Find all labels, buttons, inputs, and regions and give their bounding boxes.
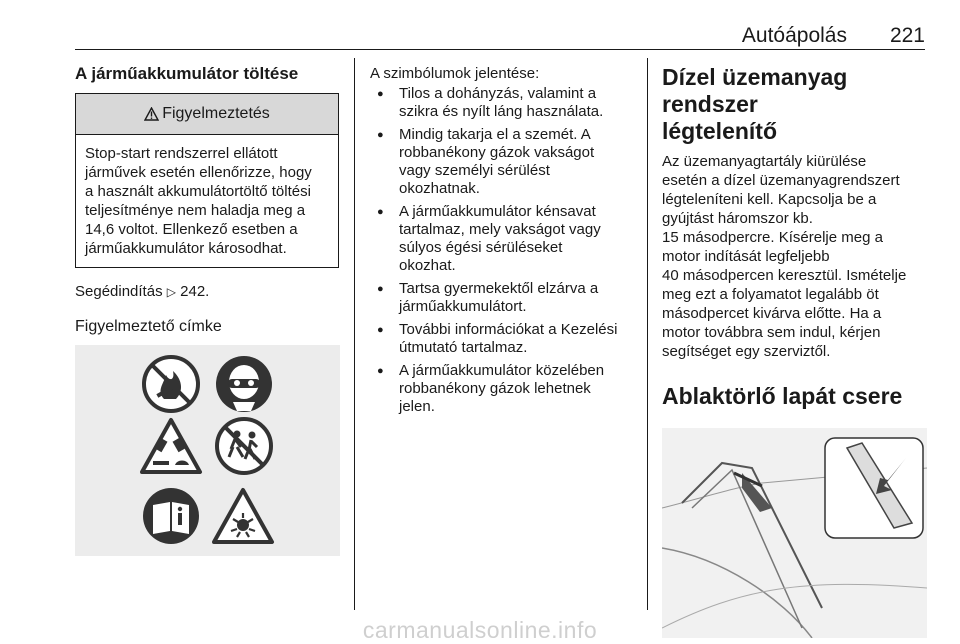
list-item: ● A járműakkumulátor közelében robbanékony gázok lehetnek jelen. — [370, 362, 642, 416]
list-item: ● A járműakkumulátor kénsavat tartalmaz, mely vakságot vagy súlyos égési sérüléseket okozhat. — [370, 203, 642, 275]
column-divider — [647, 58, 648, 610]
symbol-list — [370, 85, 642, 416]
page-number: 221 — [889, 24, 925, 47]
warning-line: 14,6 voltot. Ellenkező esetben a — [85, 221, 298, 238]
warning-line: járműakkumulátor károsodhat. — [85, 240, 287, 257]
section-title: Autóápolás — [741, 24, 847, 47]
corrosive-warning-icon — [139, 417, 203, 475]
warning-header — [76, 94, 338, 135]
watermark: carmanualsonline.info — [362, 617, 598, 643]
warning-line: a használt akkumulátortöltő töltési — [85, 183, 311, 200]
warning-box — [75, 93, 339, 268]
label-heading: Figyelmeztető címke — [75, 318, 222, 335]
explosive-warning-icon — [211, 487, 275, 545]
list-item: ● További információkat a Kezelési útmutató tartalmaz. — [370, 321, 642, 357]
warning-title: Figyelmeztetés — [162, 105, 270, 122]
read-manual-icon — [142, 487, 200, 545]
list-item: ● Mindig takarja el a szemét. A robbanékony gázok vakságot vagy személyi sérülést okozhatnak. — [370, 126, 642, 198]
list-item: ● Tilos a dohányzás, valamint a szikra és nyílt láng használata. — [370, 85, 642, 121]
warning-line: teljesítménye nem haladja meg a — [85, 202, 306, 219]
warning-text — [76, 135, 338, 267]
warning-label-image — [75, 345, 340, 556]
diesel-heading: Dízel üzemanyag rendszer légtelenítő — [662, 64, 848, 144]
no-fire-smoking-icon — [142, 355, 200, 413]
eye-protection-icon — [215, 355, 273, 413]
reference-page: 242. — [180, 283, 210, 300]
column-3 — [662, 64, 927, 638]
column-1 — [75, 64, 340, 556]
page-header — [75, 22, 925, 50]
symbols-intro: A szimbólumok jelentése: — [370, 65, 540, 82]
list-item: ● Tartsa gyermekektől elzárva a járműakkumulátort. — [370, 280, 642, 316]
warning-triangle-icon — [144, 107, 159, 121]
warning-line: Stop-start rendszerrel ellátott — [85, 145, 278, 162]
wiper-blade-image — [662, 428, 927, 638]
column-divider — [354, 58, 355, 610]
column-2 — [370, 64, 642, 421]
warning-line: járművek esetén ellenőrizze, hogy — [85, 164, 312, 181]
header-rule — [75, 49, 925, 50]
keep-children-away-icon — [215, 417, 273, 475]
reference-text: Segédindítás — [75, 283, 163, 300]
wiper-illustration-icon — [662, 428, 927, 638]
section-heading: A járműakkumulátor töltése — [75, 64, 299, 83]
jumpstart-reference[interactable] — [75, 282, 340, 302]
diesel-text: Az üzemanyagtartály kiürülése esetén a dízel üzemanyagrendszert légteleníteni kell. Kapcsolja be a gyújtást háromszor kb. 15 másodpercre. Kísérelje meg a motor indítását legfeljebb 40 másodpercen keresztül. Ismételje meg ezt a folyamatot legalább öt másodpercet kivárva előtte. Ha a motor továbbra sem indul, kérjen segítséget egy szerviztől. — [662, 153, 907, 360]
wiper-heading: Ablaktörlő lapát csere — [662, 383, 903, 409]
play-arrow-icon: ▷ — [166, 285, 176, 299]
